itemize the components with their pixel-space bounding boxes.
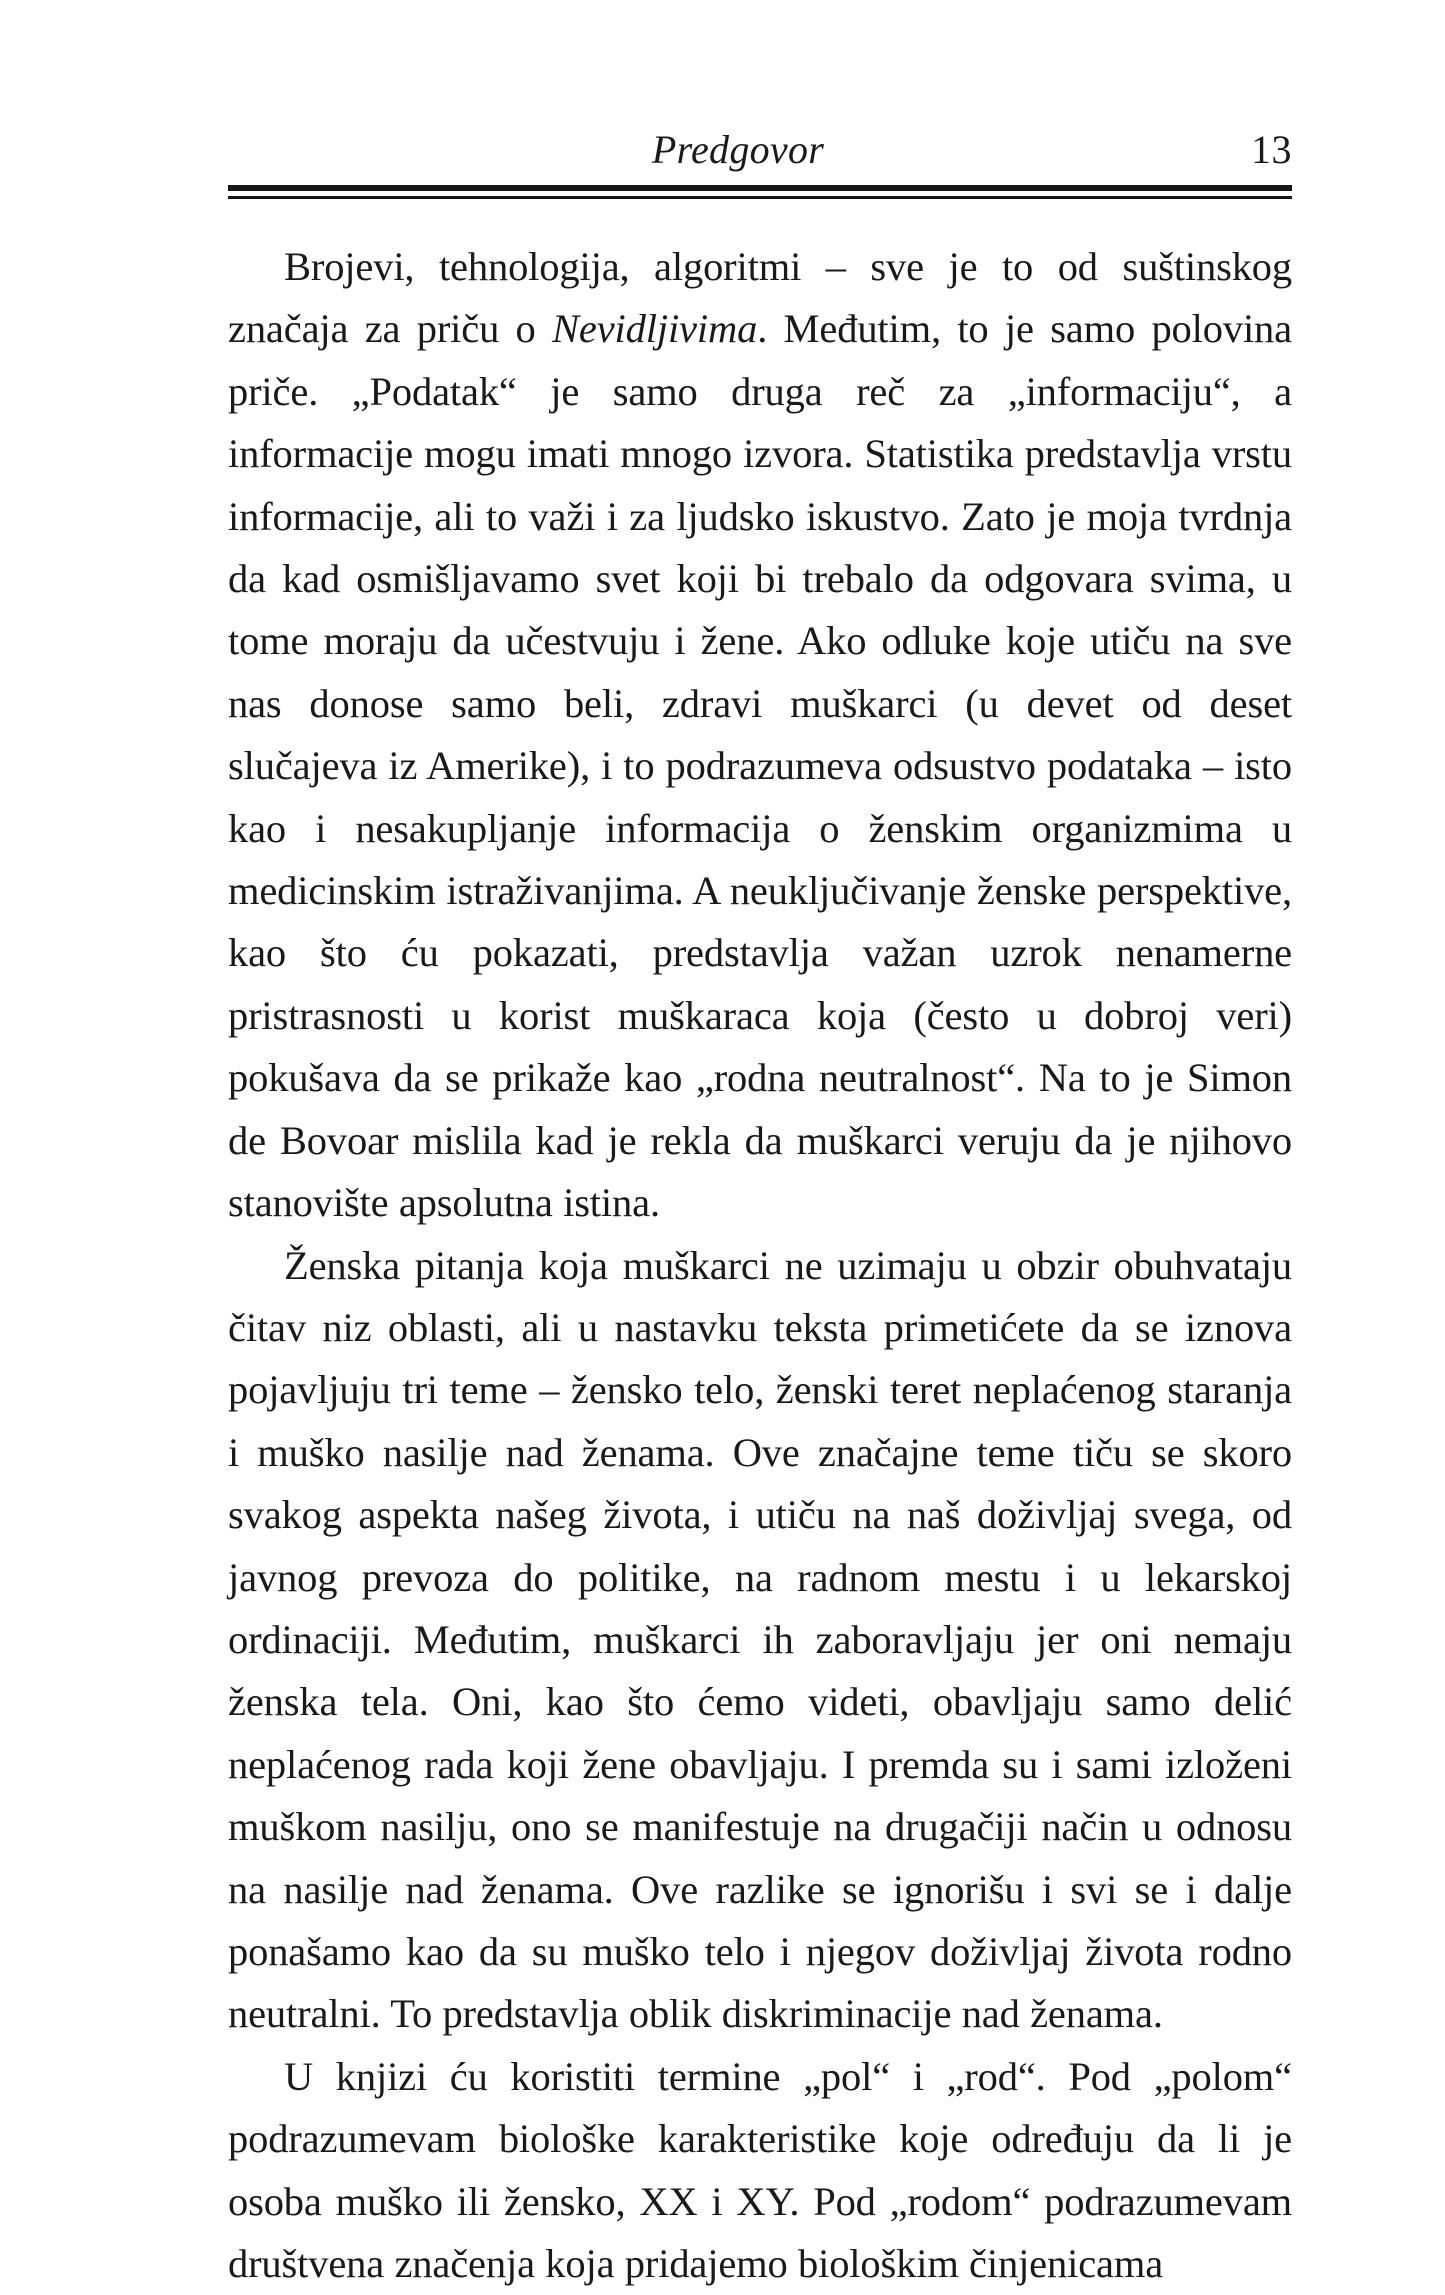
running-header	[228, 96, 1292, 188]
italic-title: Nevidljivima	[552, 306, 758, 352]
text-run: . Međutim, to je samo polovina priče. „Podatak“ je samo druga reč za „informaciju“, a informacije mogu imati mnogo izvora. Statistika predstavlja vrstu informacije, ali to važi i za ljudsko iskustvo. Zato je moja tvrdnja da kad osmišljavamo svet koji bi trebalo da odgovara svima, u tome moraju da učestvuju i žene. Ako odluke koje utiču na sve nas donose samo beli, zdravi muškarci (u devet od deset slučajeva iz Amerike), i to podrazumeva odsustvo podataka – isto kao i nesakupljanje informacija o ženskim organizmima u medicinskim istraživanjima. A neuključivanje ženske perspektive, kao što ću pokazati, predstavlja važan uzrok nenamerne pristrasnosti u korist muškaraca koja (često u dobroj veri) pokušava da se prikaže kao „rodna neutralnost“. Na to je Simon de Bovoar mislila kad je rekla da muškarci veruju da je njihovo stanovište apsolutna istina.	[228, 306, 1292, 1226]
body-text-column	[228, 236, 1292, 2295]
paragraph	[228, 236, 1292, 1235]
text-run: Brojevi, tehnologija, algoritmi – sve je to od suštinskog značaja za priču o	[228, 244, 1292, 352]
text-run: Ženska pitanja koja muškarci ne uzimaju u obzir obuhvataju čitav niz oblasti, ali u nastavku teksta primetićete da se iznova pojavljuju tri teme – žensko telo, ženski teret neplaćenog staranja i muško nasilje nad ženama. Ove značajne teme tiču se skoro svakog aspekta našeg života, i utiču na naš doživljaj svega, od javnog prevoza do politike, na radnom mestu i u lekarskoj ordinaciji. Međutim, muškarci ih zaboravljaju jer oni nemaju ženska tela. Oni, kao što ćemo videti, obavljaju samo delić neplaćenog rada koji žene obavljaju. I premda su i sami izloženi muškom nasilju, ono se manifestuje na drugačiji način u odnosu na nasilje nad ženama. Ove razlike se ignorišu i svi se i dalje ponašamo kao da su muško telo i njegov doživljaj života rodno neutralni. To predstavlja oblik diskriminacije nad ženama.	[228, 1242, 1292, 2037]
page-number: 13	[1251, 127, 1292, 172]
paragraph	[228, 1235, 1292, 2046]
paragraph	[228, 2046, 1292, 2295]
running-head-title: Predgovor	[651, 127, 825, 172]
header-row	[228, 96, 1292, 172]
text-run: U knjizi ću koristiti termine „pol“ i „rod“. Pod „polom“ podrazumevam biološke karakteristike koje određuju da li je osoba muško ili žensko, XX i XY. Pod „rodom“ podrazumevam društvena značenja koja pridajemo biološkim činjenicama	[228, 2053, 1292, 2286]
rule-thin-line	[228, 196, 1292, 199]
header-double-rule	[228, 185, 1292, 199]
